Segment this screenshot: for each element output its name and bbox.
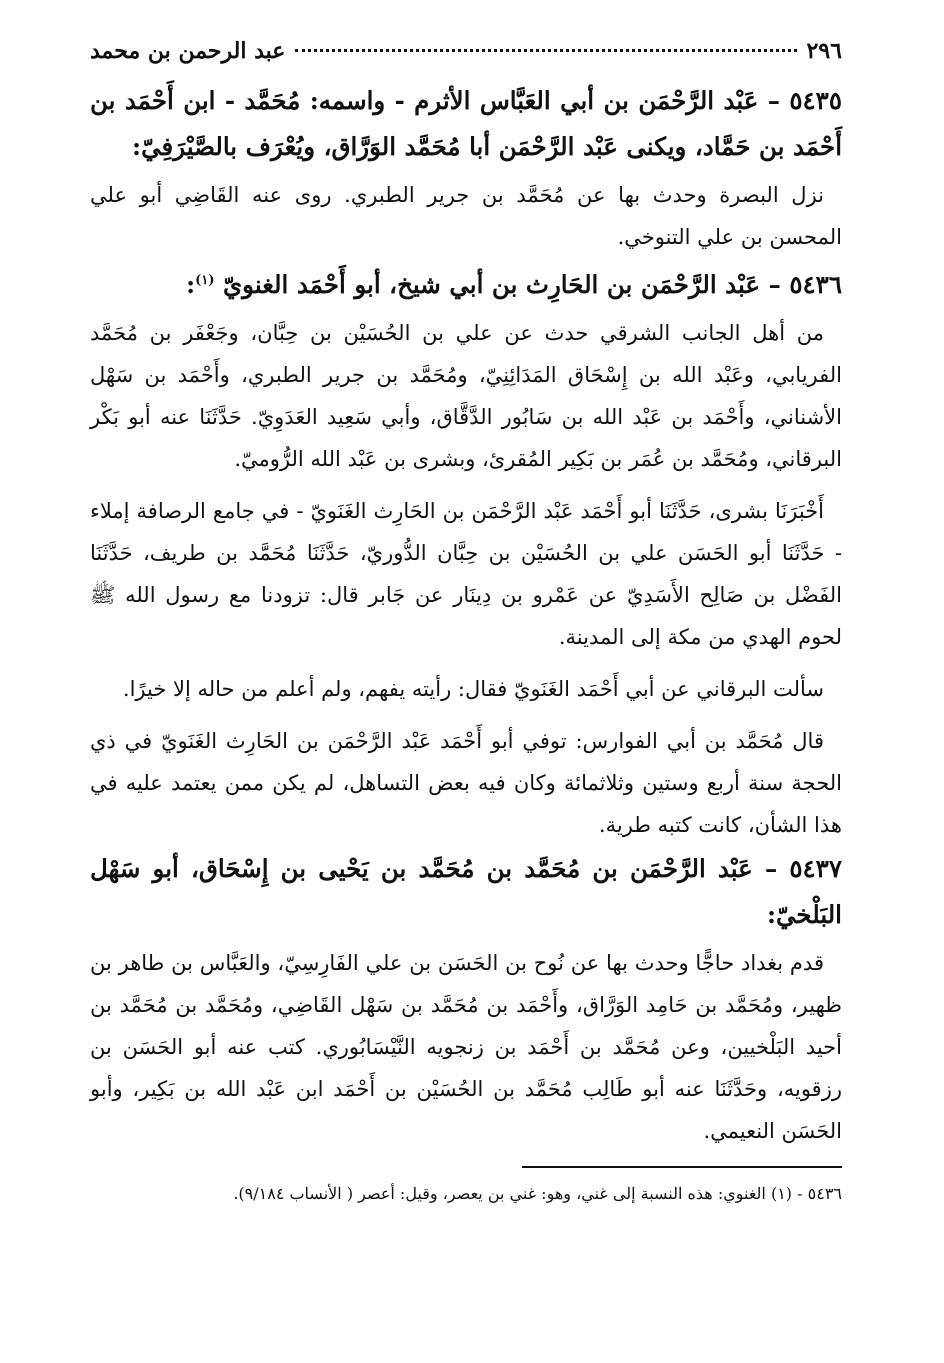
running-title: عبد الرحمن بن محمد (90, 38, 286, 64)
header-dot-leader (295, 49, 796, 52)
entry-5436-paragraph: من أهل الجانب الشرقي حدث عن علي بن الحُسَيْن بن حِبَّان، وجَعْفَر بن مُحَمَّد الفريابي، وعَبْد الله بن إِسْحَاق المَدَائِنِيّ، ومُحَمَّد بن جرير الطبري، وأَحْمَد بن سَهْل الأشناني، وأَحْمَد بن عَبْد الله بن سَابُور الدَّقَّاق، وأبي سَعِيد العَدَوِيّ. حَدَّثَنَا عنه أبو بَكْر البرقاني، ومُحَمَّد بن عُمَر بن بَكِير المُقرئ، وبشرى بن عَبْد الله الرُّوميّ. (90, 321, 842, 472)
page-number: ٢٩٦ (806, 38, 842, 64)
entry-5437-paragraph: قدم بغداد حاجًّا وحدث بها عن نُوح بن الحَسَن بن علي الفَارِسِيّ، والعَبَّاس بن طاهر بن ظهير، ومُحَمَّد بن حَامِد الوَرَّاق، وأَحْمَد بن مُحَمَّد بن سَهْل القَاضِي، ومُحَمَّد بن مُحَمَّد بن أحيد البَلْخيين، وعن مُحَمَّد بن أَحْمَد بن زنجويه النَّيْسَابُوري. كتب عنه أبو الحَسَن بن رزقويه، وحَدَّثَنَا عنه أبو طَالِب مُحَمَّد بن الحُسَيْن بن أَحْمَد ابن عَبْد الله بن بَكِير، وأبو الحَسَن النعيمي. (90, 951, 842, 1144)
entry-5436-paragraph: سألت البرقاني عن أبي أَحْمَد الغَنَويّ فقال: رأيته يفهم، ولم أعلم من حاله إلا خيرًا. (122, 677, 824, 702)
footnote-marker: (١) (195, 273, 215, 288)
entry-5435-paragraph: نزل البصرة وحدث بها عن مُحَمَّد بن جرير الطبري. روى عنه القَاضِي أبو علي المحسن بن علي التنوخي. (90, 183, 842, 249)
entry-title-5437: ٥٤٣٧ – عَبْد الرَّحْمَن بن مُحَمَّد بن مُحَمَّد بن يَحْيى بن إِسْحَاق، أبو سَهْل البَلْخيّ: (90, 854, 842, 930)
document-page (90, 38, 842, 1208)
entry-title-5436-text: ٥٤٣٦ – عَبْد الرَّحْمَن بن الحَارِث بن أبي شيخ، أبو أَحْمَد الغنويّ (223, 270, 842, 300)
entry-title-5436-colon: : (186, 270, 196, 300)
entry-5436-paragraph: قال مُحَمَّد بن أبي الفوارس: توفي أبو أَحْمَد عَبْد الرَّحْمَن بن الحَارِث الغَنَويّ في ذي الحجة سنة أربع وستين وثلاثمائة وكان فيه بعض التساهل، لم يكن ممن يعتمد عليه في هذا الشأن، كانت كتبه طرية. (90, 729, 842, 838)
footnote: ٥٤٣٦ - (١) الغنوي: هذه النسبة إلى غني، وهو: غني بن يعصر، وقيل: أعصر ( الأنساب ٩/١٨٤). (233, 1184, 842, 1204)
entry-5436-paragraph: أَخْبَرَنَا بشرى، حَدَّثَنَا أبو أَحْمَد عَبْد الرَّحْمَن بن الحَارِث الغَنَويّ - في جامع الرصافة إملاء - حَدَّثَنَا أبو الحَسَن علي بن الحُسَيْن بن حِبَّان الدُّوريّ، حَدَّثَنَا مُحَمَّد بن طريف، حَدَّثَنَا الفَضْل بن صَالِح الأَسَدِيّ عن عَمْرو بن دِينَار عن جَابر قال: تزودنا مع رسول الله ﷺ لحوم الهدي من مكة إلى المدينة. (90, 499, 842, 650)
entry-title-5435: ٥٤٣٥ – عَبْد الرَّحْمَن بن أبي العَبَّاس الأثرم - واسمه: مُحَمَّد - ابن أَحْمَد بن أَحْمَد بن حَمَّاد، ويكنى عَبْد الرَّحْمَن أبا مُحَمَّد الوَرَّاق، ويُعْرَف بالصَّيْرَفِيّ: (90, 86, 842, 161)
footnote-divider (522, 1166, 842, 1168)
entry-title-5436 (90, 258, 842, 308)
page-header (90, 38, 842, 78)
